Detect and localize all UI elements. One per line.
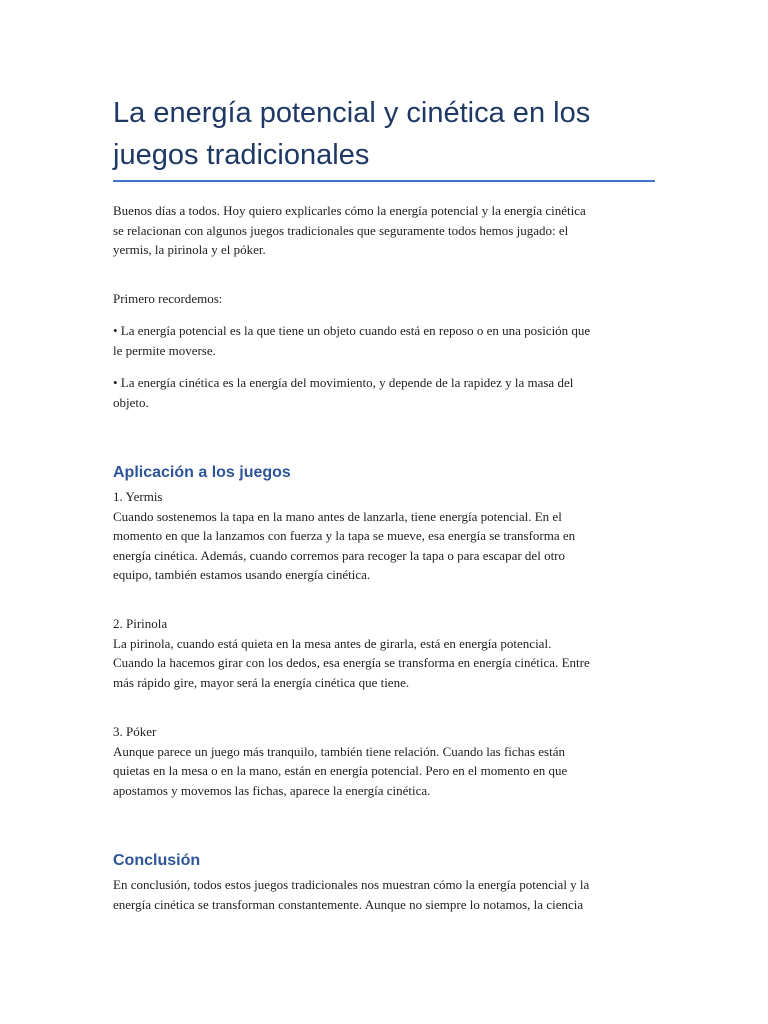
bullet-kinetic-energy <box>113 373 655 412</box>
recall-paragraph <box>113 289 655 309</box>
text-line: le permite moverse. <box>113 342 216 358</box>
text-line: yermis, la pirinola y el póker. <box>113 242 266 257</box>
text-line: energía cinética se transforman constantemente. Aunque no siempre lo notamos, la ciencia <box>113 896 584 912</box>
text-line: La pirinola, cuando está quieta en la mesa antes de girarla, está en energía potencial. <box>113 635 552 651</box>
text-line: Aunque parece un juego más tranquilo, también tiene relación. Cuando las fichas están <box>113 743 565 759</box>
text-line: momento en que la lanzamos con fuerza y la tapa se mueve, esa energía se transforma en <box>113 528 576 543</box>
bullet-potential-energy <box>113 321 655 360</box>
text-line: En conclusión, todos estos juegos tradicionales nos muestran cómo la energía potencial y la <box>113 877 590 892</box>
title-line: La energía potencial y cinética en los <box>113 97 591 129</box>
pirinola-paragraph <box>113 614 655 692</box>
text-line: Cuando la hacemos girar con los dedos, esa energía se transforma en energía cinética. Entre <box>113 655 590 670</box>
poker-paragraph <box>113 722 655 800</box>
text-line: se relacionan con algunos juegos tradicionales que seguramente todos hemos jugado: el <box>113 222 569 238</box>
section-heading-applications: Aplicación a los juegos <box>113 464 291 481</box>
section-heading-conclusion: Conclusión <box>113 852 201 869</box>
text-line: Primero recordemos: <box>113 291 223 306</box>
text-line: • La energía cinética es la energía del movimiento, y depende de la rapidez y la masa del <box>113 375 574 390</box>
text-line: • La energía potencial es la que tiene un objeto cuando está en reposo o en una posición que <box>113 323 591 338</box>
text-line: Cuando sostenemos la tapa en la mano antes de lanzarla, tiene energía potencial. En el <box>113 508 562 524</box>
text-line: Buenos días a todos. Hoy quiero explicarles cómo la energía potencial y la energía cinética <box>113 203 586 218</box>
intro-paragraph <box>113 201 655 260</box>
text-line: 2. Pirinola <box>113 616 168 631</box>
text-line: energía cinética. Además, cuando corremos para recoger la tapa o para escapar del otro <box>113 547 566 563</box>
text-line: 3. Póker <box>113 724 157 739</box>
title-line: juegos tradicionales <box>113 139 370 171</box>
text-line: apostamos y movemos las fichas, aparece la energía cinética. <box>113 782 431 798</box>
text-line: 1. Yermis <box>113 489 163 504</box>
title-underline-rule <box>113 180 655 182</box>
document-title <box>113 92 655 176</box>
conclusion-paragraph <box>113 875 655 914</box>
yermis-paragraph <box>113 487 655 585</box>
text-line: equipo, también estamos usando energía cinética. <box>113 567 371 582</box>
text-line: quietas en la mesa o en la mano, están en energía potencial. Pero en el momento en que <box>113 763 568 778</box>
text-line: objeto. <box>113 394 149 410</box>
text-line: más rápido gire, mayor será la energía cinética que tiene. <box>113 674 410 690</box>
